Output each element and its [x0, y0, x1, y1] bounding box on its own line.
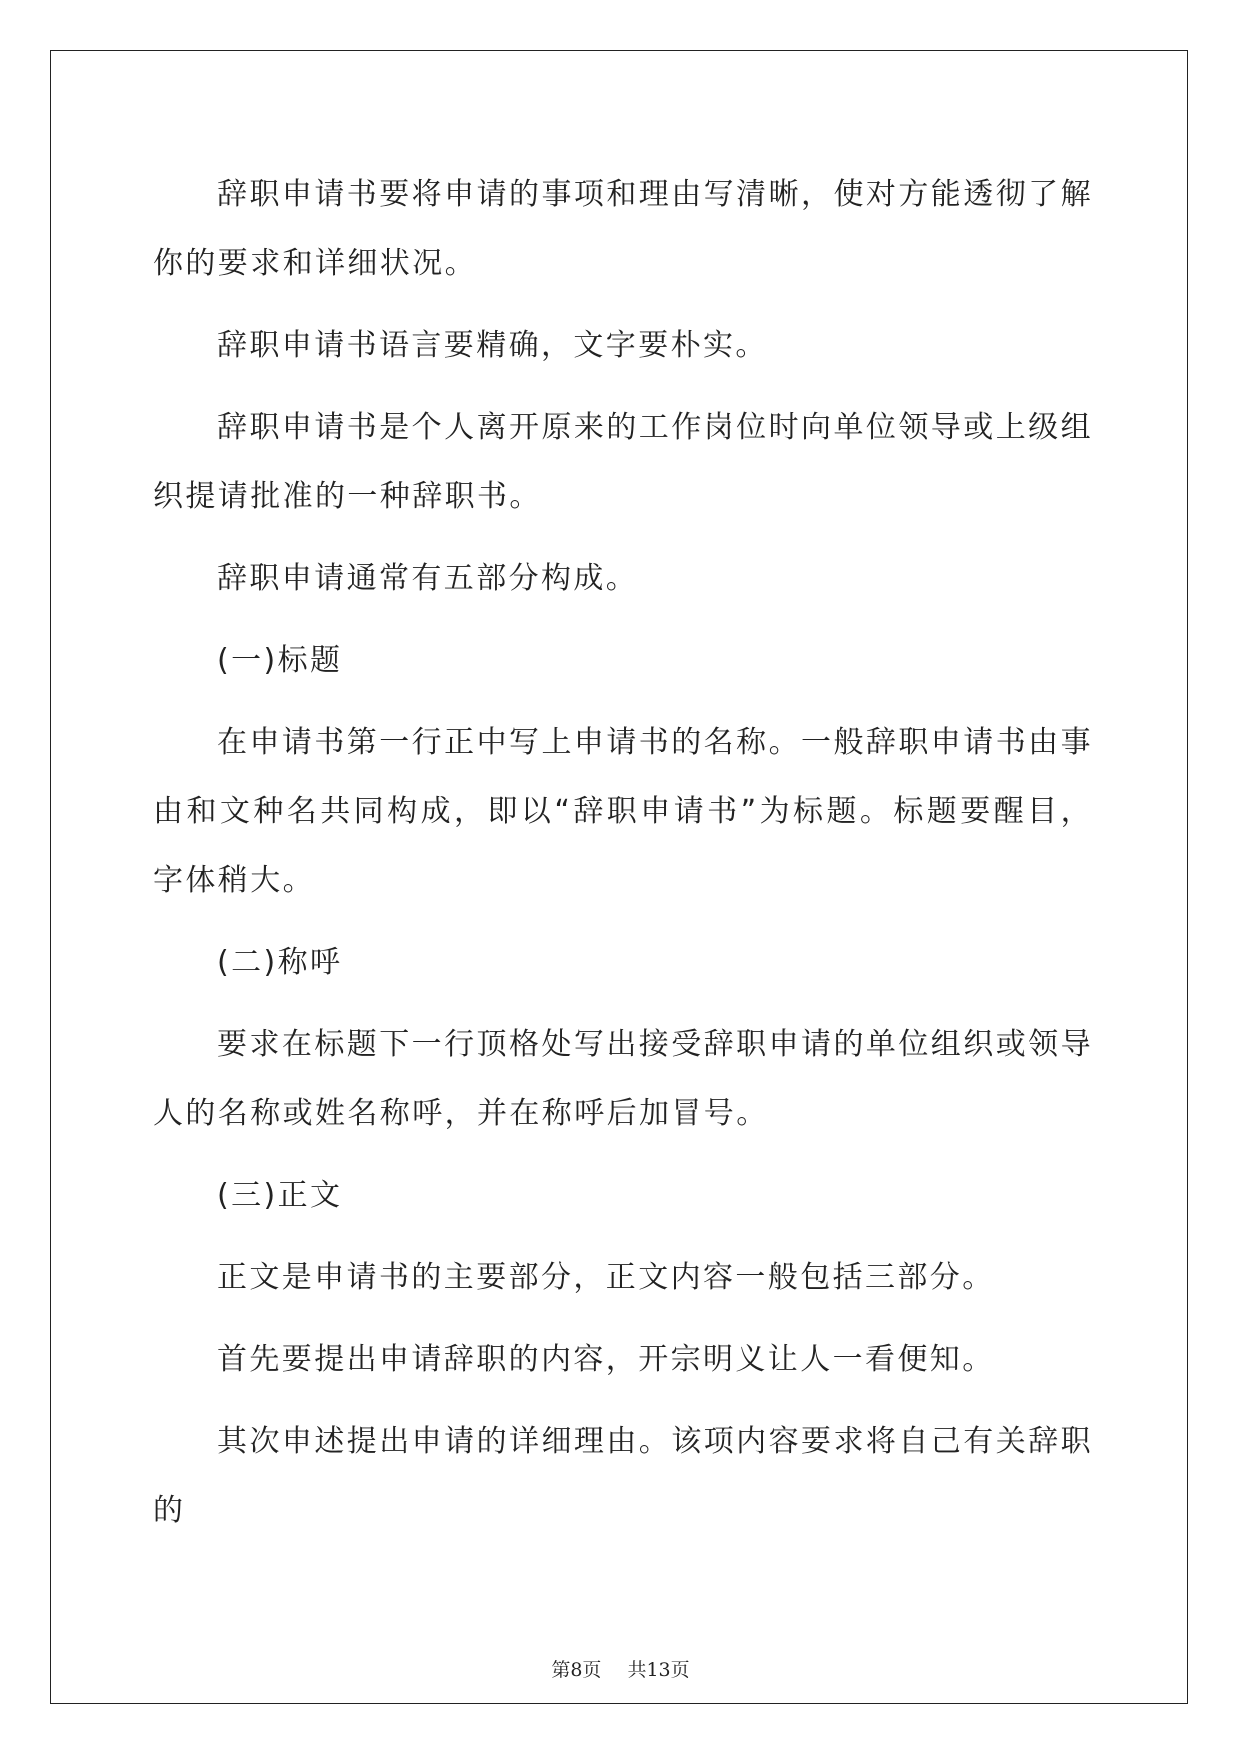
page-number: 第8页 [551, 1659, 602, 1681]
paragraph: 首先要提出申请辞职的内容，开宗明义让人一看便知。 [217, 1342, 995, 1377]
section-heading: (一)标题 [217, 643, 343, 678]
paragraph: 辞职申请书语言要精确，文字要朴实。 [217, 328, 768, 363]
page-total: 共13页 [627, 1659, 690, 1681]
paragraph: 辞职申请书要将申请的事项和理由写清晰，使对方能透彻了解你的要求和详细状况。 [153, 177, 1093, 281]
document-body [153, 160, 1093, 1558]
paragraph: 要求在标题下一行顶格处写出接受辞职申请的单位组织或领导人的名称或姓名称呼，并在称呼后加冒号。 [153, 1027, 1093, 1131]
paragraph: 辞职申请通常有五部分构成。 [217, 561, 639, 596]
paragraph: 在申请书第一行正中写上申请书的名称。一般辞职申请书由事由和文种名共同构成，即以“辞职申请书”为标题。标题要醒目，字体稍大。 [153, 725, 1093, 898]
section-heading: (三)正文 [217, 1178, 343, 1213]
section-heading: (二)称呼 [217, 945, 343, 980]
paragraph: 正文是申请书的主要部分，正文内容一般包括三部分。 [217, 1260, 995, 1295]
paragraph: 其次申述提出申请的详细理由。该项内容要求将自己有关辞职的 [153, 1424, 1093, 1528]
page-footer [0, 1655, 1241, 1682]
paragraph: 辞职申请书是个人离开原来的工作岗位时向单位领导或上级组织提请批准的一种辞职书。 [153, 410, 1093, 514]
